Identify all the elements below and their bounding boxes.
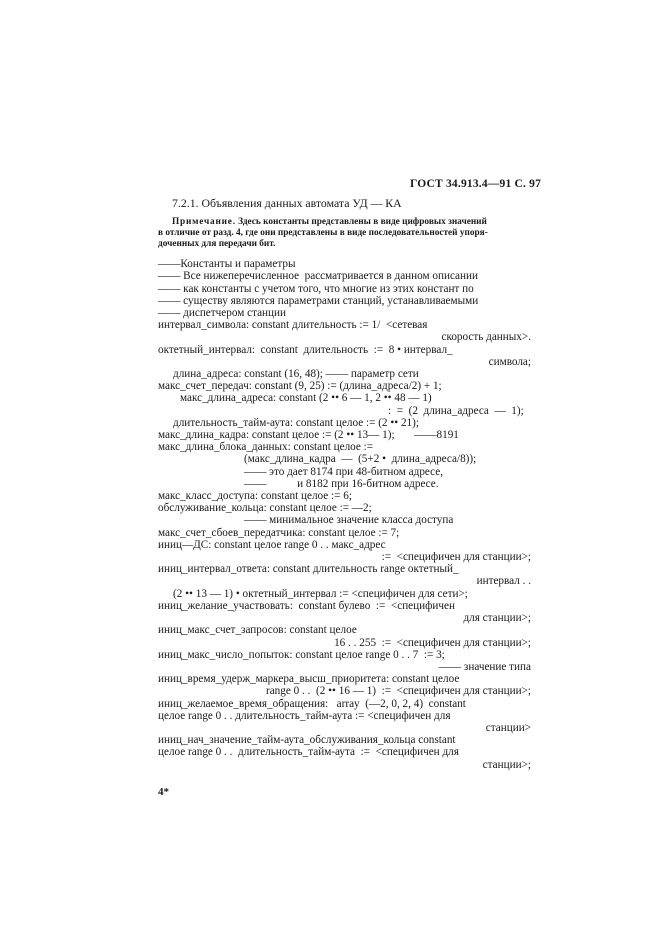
document-body [158,193,531,771]
code-line: —— Все нижеперечисленное рассматривается в данном описании [158,270,478,283]
note-label: Примечание. [172,217,236,228]
code-line: иниц_время_удерж_маркера_высш_приоритета: constant целое [158,673,460,686]
code-line: : = (2 длина_адреса — 1); [388,404,524,417]
code-line: длина_адреса: constant (16, 48); —— параметр сети [173,368,419,381]
code-line: скорость данных>. [441,331,531,344]
code-line: целое range 0 . . длительность_тайм-аута := <специфичен для [158,746,459,759]
code-line: иниц_желание_участвовать: constant булево := <специфичен [158,599,455,612]
code-line: станции>; [482,758,531,771]
code-line: (макс_длина_кадра — (5+2 • длина_адреса/8)); [244,453,477,466]
code-line: макс_длина_кадра: constant целое := (2 •• 13— 1); ——8191 [158,429,459,442]
note-line-2: в отличие от разд. 4, где они представлены в виде последовательностей упоря- [158,228,488,239]
code-line: обслуживание_кольца: constant целое := —2; [158,502,372,515]
note-line-1 [158,217,531,228]
code-line: иниц_макс_число_попыток: constant целое range 0 . . 7 := 3; [158,648,445,661]
code-line: октетный_интервал: constant длительность := 8 • интервал_ [158,343,453,356]
code-line: целое range 0 . . длительность_тайм-аута := <специфичен для [158,709,451,722]
code-line: интервал . . [476,575,531,588]
code-line: для станции>; [463,612,531,625]
code-line: интервал_символа: constant длительность := 1/ <сетевая [158,319,428,332]
code-line: макс_счет_сбоев_передатчика: constant целое := 7; [158,526,400,539]
section-title: 7.2.1. Объявления данных автомата УД — КА [172,196,402,210]
note-line-3: доченных для передачи бит. [158,239,276,250]
code-line: ——Константы и параметры [158,258,296,271]
code-line: := <специфичен для станции>; [381,551,531,564]
code-line: длительность_тайм-аута: constant целое := (2 •• 21); [173,416,419,429]
code-line: —— и 8182 при 16-битном адресе. [244,477,439,490]
code-line: макс_длина_адреса: constant (2 •• 6 — 1, 2 •• 48 — 1) [180,392,432,405]
code-line: иниц_макс_счет_запросов: constant целое [158,624,357,637]
code-line: иниц_нач_значение_тайм-аута_обслуживания_кольца constant [158,734,456,747]
code-line: —— как константы с учетом того, что многие из этих констант по [158,282,474,295]
code-line: макс_длина_блока_данных: constant целое := [158,441,374,454]
code-line: иниц—ДС: constant целое range 0 . . макс_адрес [158,538,386,551]
code-line: символа; [488,355,531,368]
code-line: иниц_желаемое_время_обращения: array (—2, 0, 2, 4) constant [158,697,466,710]
document-reference: ГОСТ 34.913.4—91 С. 97 [410,178,542,190]
code-line: —— диспетчером станции [158,307,287,320]
code-line: (2 •• 13 — 1) • октетный_интервал := <специфичен для сети>; [173,587,468,600]
code-line: range 0 . . (2 •• 16 — 1) := <специфичен для станции>; [265,685,531,698]
note-block [158,217,531,250]
code-line: станции> [485,721,531,734]
code-line: 16 . . 255 := <специфичен для станции>; [334,636,531,649]
code-line: —— это дает 8174 при 48-битном адресе, [244,465,444,478]
code-line: макс_счет_передач: constant (9, 25) := (длина_адреса/2) + 1; [158,380,442,393]
note-text: Здесь константы представлены в виде цифровых значений [235,217,487,228]
page-mark: 4* [158,786,169,798]
code-line: —— значение типа [438,660,531,673]
code-line: —— минимальное значение класса доступа [244,514,454,527]
code-line: иниц_интервал_ответа: constant длительность range октетный_ [158,563,459,576]
code-line: —— существу являются параметрами станций, устанавливаемыми [158,294,479,307]
code-line: макс_класс_доступа: constant целое := 6; [158,490,352,503]
